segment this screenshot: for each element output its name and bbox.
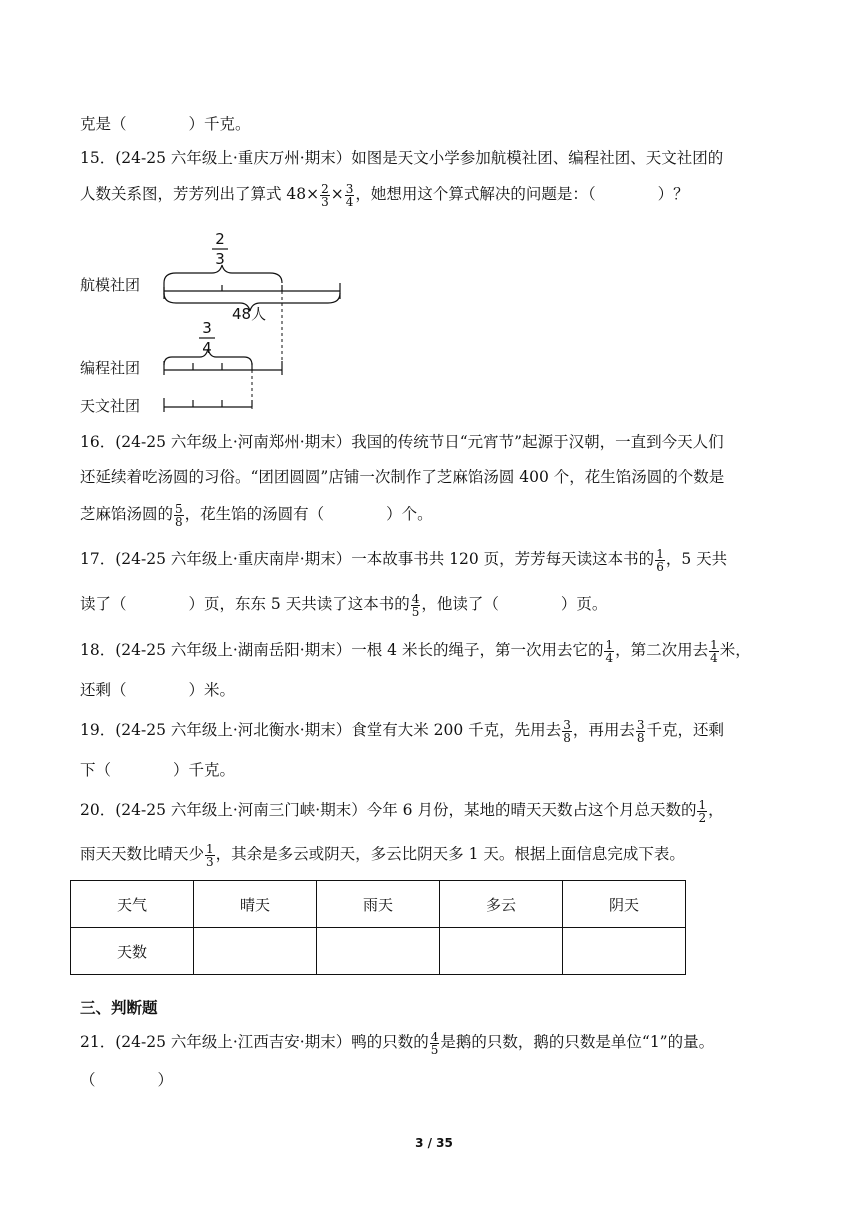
fraction: $\frac{3}{4}$ [345, 181, 354, 209]
label-48: 48人 [232, 305, 267, 323]
q20-text: ， [708, 801, 724, 819]
segment-diagram [0, 225, 868, 425]
q18-text: ，第二次用去 [615, 641, 709, 659]
answer-cell[interactable] [194, 928, 317, 975]
q19-text: ，再用去 [572, 721, 635, 739]
q18-line2: 还剩（ ）米。 [80, 681, 236, 699]
q15-text: 人数关系图，芳芳列出了算式 48× [80, 185, 320, 203]
page-number: 3 / 35 [415, 1136, 453, 1150]
q16-line1: 16．(24-25 六年级上·河南郑州·期末）我国的传统节日“元宵节”起源于汉朝，一直到今天人们 [80, 433, 724, 451]
q20-text: ，其余是多云或阴天，多云比阴天多 1 天。根据上面信息完成下表。 [215, 845, 685, 863]
answer-cell[interactable] [563, 928, 686, 975]
q17-text: ，他读了（ ）页。 [421, 595, 608, 613]
q20-line2 [80, 842, 685, 868]
q21-text: 21．(24-25 六年级上·江西吉安·期末）鸭的只数的 [80, 1033, 429, 1051]
q16-text: ，花生馅的汤圆有（ ）个。 [184, 505, 433, 523]
q21-text: 是鹅的只数，鹅的只数是单位“1”的量。 [440, 1033, 715, 1051]
fraction: $\frac{4}{5}$ [430, 1029, 439, 1057]
fraction: $\frac{5}{8}$ [175, 501, 183, 529]
label-tianwen: 天文社团 [80, 397, 141, 415]
q16-text: 芝麻馅汤圆的 [80, 505, 174, 523]
table-header-cell: 天气 [71, 881, 194, 928]
q20-text: 雨天天数比晴天少 [80, 845, 205, 863]
table-header-cell: 晴天 [194, 881, 317, 928]
fraction: $\frac{1}{2}$ [698, 797, 707, 825]
q17-text: ，5 天共 [665, 550, 728, 568]
table-header-cell: 雨天 [317, 881, 440, 928]
fraction: $\frac{1}{6}$ [656, 546, 664, 574]
fraction: $\frac{3}{8}$ [636, 717, 645, 745]
fraction: $\frac{3}{8}$ [563, 717, 571, 745]
fraction: $\frac{1}{3}$ [206, 841, 214, 869]
times-sign: × [330, 185, 344, 203]
q21-line1 [80, 1030, 714, 1056]
frac-mid-den: 4 [202, 339, 212, 357]
q14-tail: 克是（ ）千克。 [80, 115, 251, 133]
q19-text: 千克，还剩 [646, 721, 724, 739]
q15-line1: 15．(24-25 六年级上·重庆万州·期末）如图是天文小学参加航模社团、编程社团、天文社团的 [80, 149, 724, 167]
table-header-cell: 阴天 [563, 881, 686, 928]
q15-line2 [80, 182, 689, 208]
answer-cell[interactable] [317, 928, 440, 975]
table-row-label: 天数 [71, 928, 194, 975]
q18-text: 米， [719, 641, 751, 659]
q20-line1 [80, 798, 724, 824]
table-row [71, 928, 686, 975]
q20-text: 20．(24-25 六年级上·河南三门峡·期末）今年 6 月份，某地的晴天天数占这个月总天数的 [80, 801, 697, 819]
label-biancheng: 编程社团 [80, 359, 141, 377]
label-hangmo: 航模社团 [80, 276, 141, 294]
q15-text: ，她想用这个算式解决的问题是：（ ）？ [355, 185, 689, 203]
answer-cell[interactable] [440, 928, 563, 975]
q21-line2: （ ） [80, 1071, 174, 1089]
weather-table [70, 880, 686, 975]
q17-line2 [80, 592, 607, 618]
q19-line2: 下（ ）千克。 [80, 761, 236, 779]
section-title: 三、判断题 [80, 998, 158, 1017]
fraction: $\frac{1}{4}$ [605, 637, 614, 665]
table-header-cell: 多云 [440, 881, 563, 928]
q19-text: 19．(24-25 六年级上·河北衡水·期末）食堂有大米 200 千克，先用去 [80, 721, 562, 739]
fraction: $\frac{2}{3}$ [321, 181, 329, 209]
q18-line1 [80, 638, 751, 664]
q17-text: 17．(24-25 六年级上·重庆南岸·期末）一本故事书共 120 页，芳芳每天读这本书的 [80, 550, 655, 568]
fraction: $\frac{4}{5}$ [411, 591, 420, 619]
frac-top-num: 2 [215, 230, 225, 248]
frac-mid-num: 3 [202, 319, 212, 337]
q16-line2: 还延续着吃汤圆的习俗。“团团圆圆”店铺一次制作了芝麻馅汤圆 400 个，花生馅汤圆的个数是 [80, 468, 725, 486]
table-row [71, 881, 686, 928]
frac-top-den: 3 [215, 250, 225, 268]
q17-line1 [80, 547, 727, 573]
fraction: $\frac{1}{4}$ [710, 637, 718, 665]
q16-line3 [80, 502, 433, 528]
q17-text: 读了（ ）页，东东 5 天共读了这本书的 [80, 595, 410, 613]
q19-line1 [80, 718, 724, 744]
q18-text: 18．(24-25 六年级上·湖南岳阳·期末）一根 4 米长的绳子，第一次用去它的 [80, 641, 604, 659]
